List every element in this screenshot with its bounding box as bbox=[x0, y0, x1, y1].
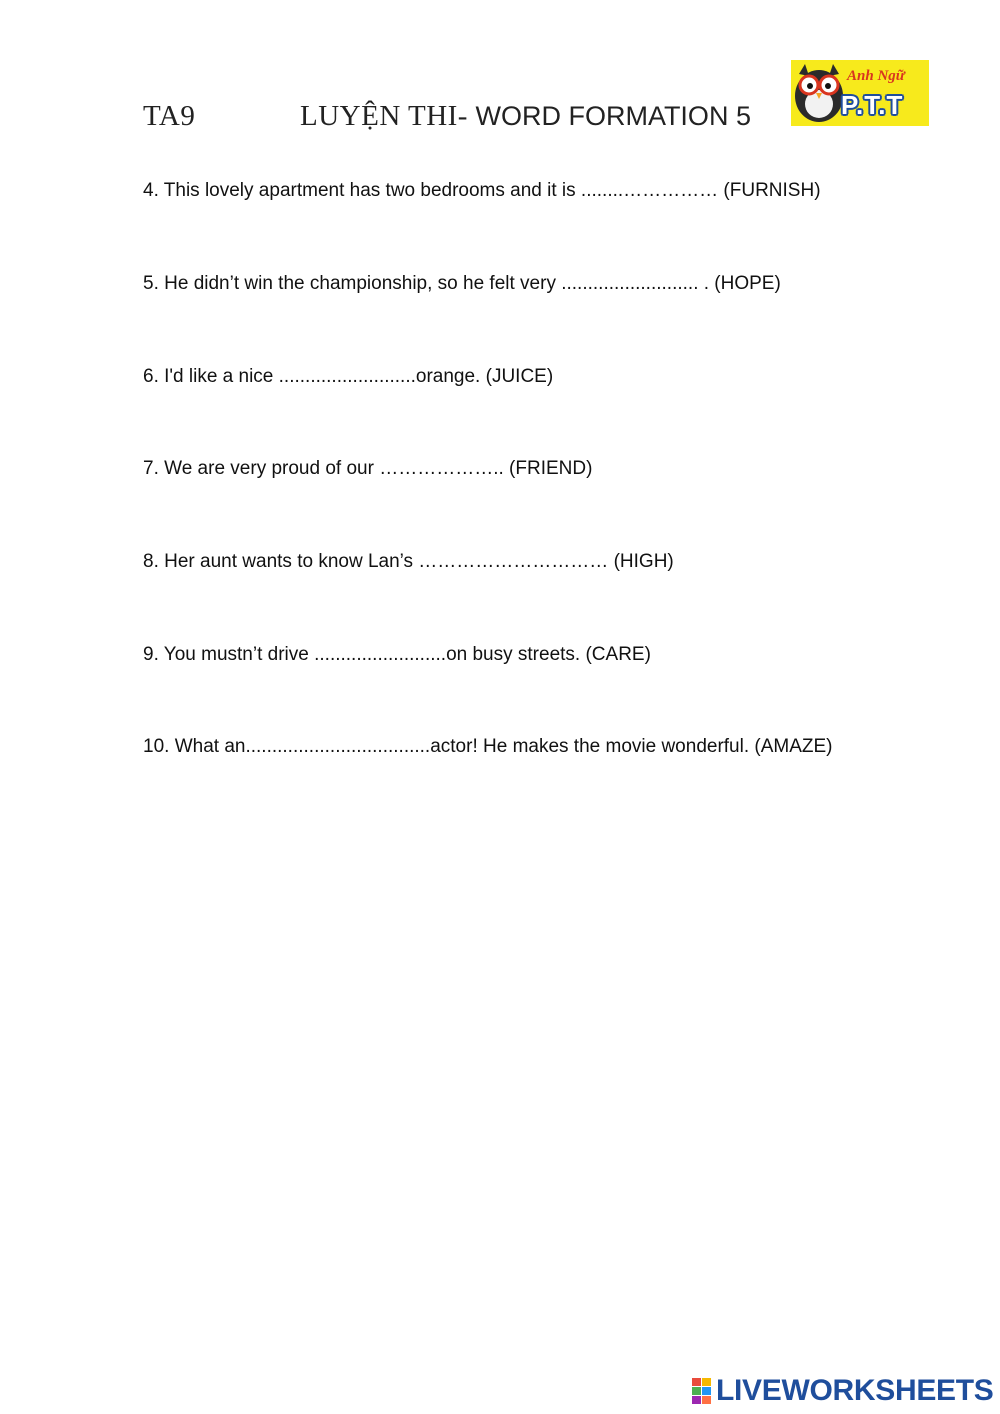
title-part-1: LUYỆN THI- bbox=[300, 100, 468, 132]
worksheet-title bbox=[300, 100, 751, 133]
question-9: 9. You mustn’t drive .........................on busy streets. (CARE) bbox=[143, 644, 651, 665]
liveworksheets-watermark bbox=[692, 1374, 992, 1408]
question-5: 5. He didn’t win the championship, so he felt very .......................... . (HOPE) bbox=[143, 273, 781, 294]
question-7: 7. We are very proud of our ……………….. (FRIEND) bbox=[143, 458, 593, 479]
question-10: 10. What an...................................actor! He makes the movie wonderful. (AMAZE) bbox=[143, 736, 833, 757]
school-logo bbox=[791, 60, 929, 126]
worksheet-code: TA9 bbox=[143, 100, 196, 132]
title-part-2: WORD FORMATION 5 bbox=[467, 101, 751, 131]
liveworksheets-brand: LIVEWORKSHEETS bbox=[716, 1374, 994, 1407]
question-8: 8. Her aunt wants to know Lan’s ………………………… (HIGH) bbox=[143, 551, 674, 572]
logo-top-text: Anh Ngữ bbox=[847, 68, 905, 84]
logo-bottom-text: P.T.T bbox=[841, 90, 904, 120]
liveworksheets-blocks-icon bbox=[692, 1378, 712, 1404]
question-4: 4. This lovely apartment has two bedrooms and it is ........…………… (FURNISH) bbox=[143, 180, 821, 201]
question-6: 6. I'd like a nice ..........................orange. (JUICE) bbox=[143, 366, 554, 387]
